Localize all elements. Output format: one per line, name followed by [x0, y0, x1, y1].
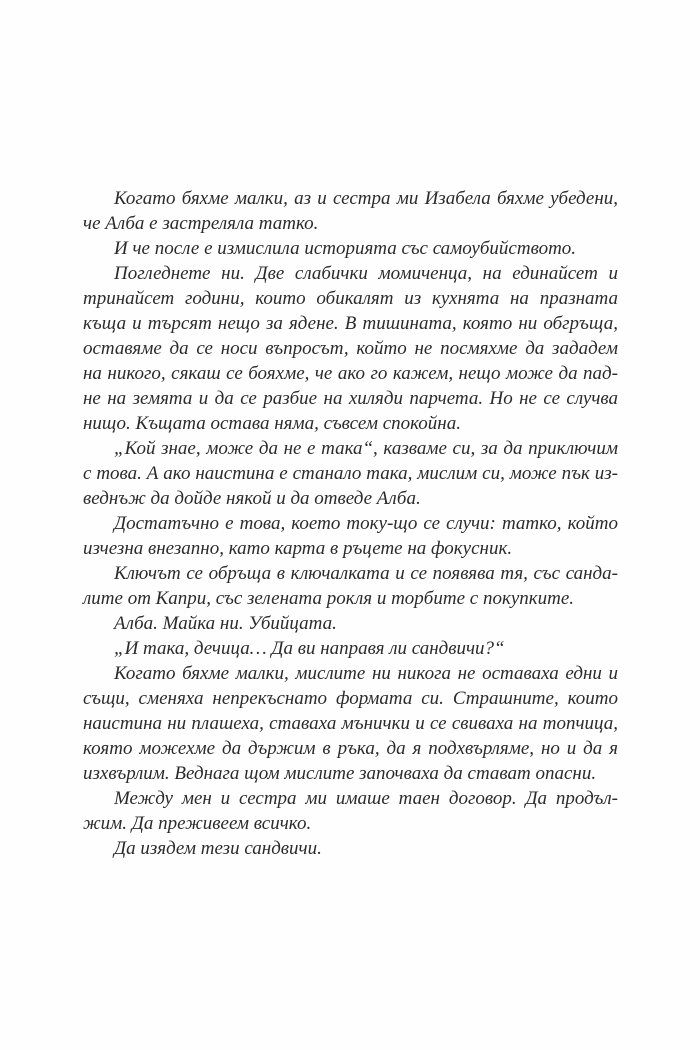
text-line: „Кой знае, може да не е така“, казваме си, за да приключим — [114, 438, 618, 459]
text-line: тринайсет години, които обикалят из кухнята на празната — [83, 288, 618, 309]
text-line: с това. А ако наистина е станало така, мислим си, може пък из- — [83, 463, 618, 484]
text-line: която можехме да държим в ръка, да я подхвърляме, но и да я — [83, 738, 618, 759]
text-line: същи, сменяха непрекъснато формата си. Страшните, които — [83, 688, 618, 709]
text-line: Ключът се обръща в ключалката и се появява тя, със санда- — [114, 563, 618, 584]
text-line: Погледнете ни. Две слабички момиченца, на единайсет и — [114, 263, 618, 284]
text-line: наистина ни плашеха, ставаха мънички и се свиваха на топчица, — [83, 713, 618, 734]
text-line: изхвърлим. Веднага щом мислите започваха да стават опасни. — [83, 763, 597, 784]
text-line: Между мен и сестра ми имаше таен договор. Да продъл- — [114, 788, 618, 809]
text-line: Да изядем тези сандвичи. — [114, 838, 322, 859]
text-line: оставяме да се носи въпросът, който не посмяхме да зададем — [83, 338, 618, 359]
text-line: къща и търсят нещо за ядене. В тишината, която ни обгръща, — [83, 313, 618, 334]
text-line: на никого, сякаш се бояхме, че ако го кажем, нещо може да пад- — [83, 363, 618, 384]
text-line: Алба. Майка ни. Убийцата. — [114, 613, 337, 634]
text-line: Когато бяхме малки, мислите ни никога не оставаха едни и — [114, 663, 618, 684]
text-line: жим. Да преживеем всичко. — [83, 813, 312, 834]
text-line: „И така, дечица… Да ви направя ли сандвичи?“ — [114, 638, 505, 659]
text-line: И че после е измислила историята със самоубийството. — [114, 238, 577, 259]
text-line: нищо. Къщата остава няма, съвсем спокойна. — [83, 413, 461, 434]
text-line: Когато бяхме малки, аз и сестра ми Изабела бяхме убедени, — [114, 188, 618, 209]
text-line: Достатъчно е това, което току-що се случи: татко, който — [114, 513, 618, 534]
text-line: веднъж да дойде някой и да отведе Алба. — [83, 488, 421, 509]
text-line: че Алба е застреляла татко. — [83, 213, 319, 234]
text-line: не на земята и да се разбие на хиляди парчета. Но не се случва — [83, 388, 618, 409]
text-line: изчезна внезапно, като карта в ръцете на фокусник. — [83, 538, 513, 559]
text-line: лите от Капри, със зелената рокля и торбите с покупките. — [83, 588, 575, 609]
